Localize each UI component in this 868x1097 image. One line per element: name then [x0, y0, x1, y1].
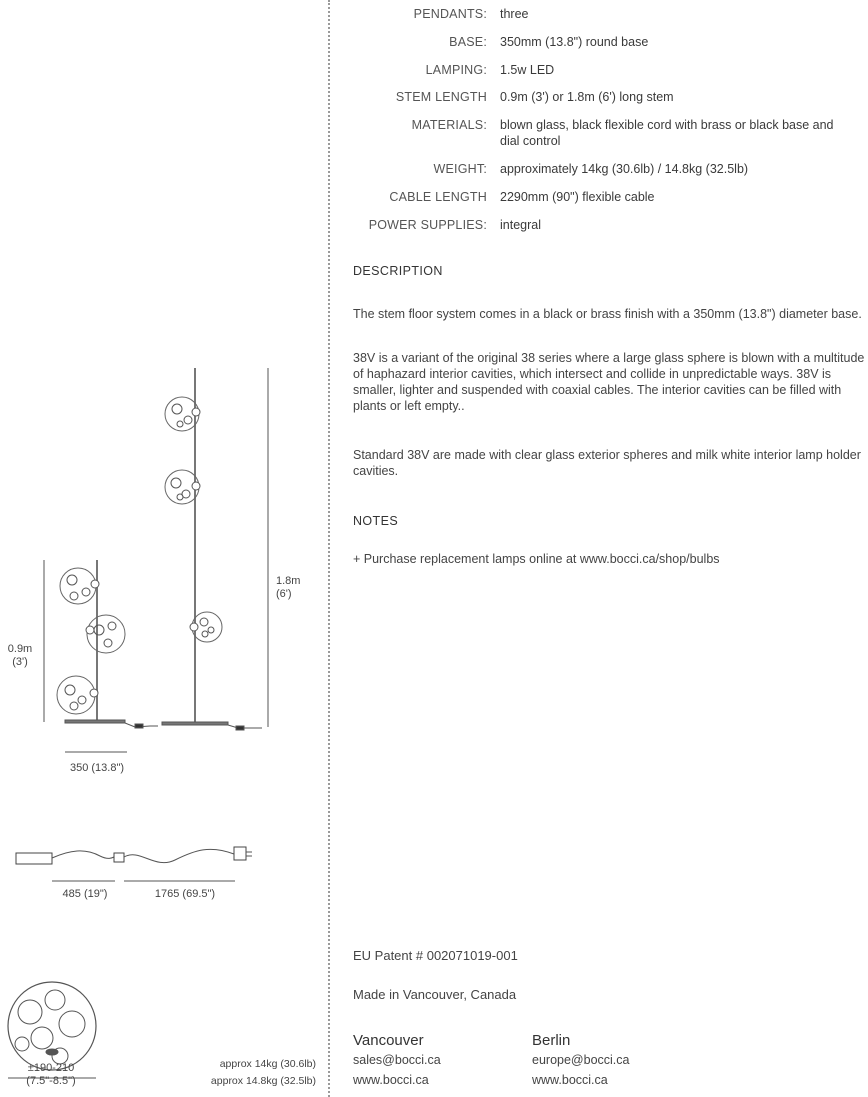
description-paragraph-2: 38V is a variant of the original 38 series where a large glass sphere is blown with a multitude of haphazard interior cavities, which intersect and collide in unpredictable ways. 38V is smaller, lighter and suspended with coaxial cables. The interior cavities can be filled with plants or left empty..: [353, 351, 865, 413]
technical-drawing: [0, 0, 330, 1097]
weight-tall-label: approx 14.8kg (32.5lb): [210, 1075, 316, 1087]
tall-lamp-sphere-top: [165, 397, 200, 431]
spec-value: integral: [500, 218, 541, 232]
spec-value: 1.5w LED: [500, 63, 555, 77]
description-heading: DESCRIPTION: [353, 264, 443, 278]
description-paragraph-1: The stem floor system comes in a black or brass finish with a 350mm (13.8") diameter base.: [353, 307, 862, 321]
short-lamp-sphere-bottom: [57, 676, 98, 714]
tall-lamp-cable: [228, 725, 262, 728]
spec-label: CABLE LENGTH: [389, 190, 487, 204]
tall-height-metric: 1.8m: [276, 575, 301, 587]
spec-label: STEM LENGTH: [395, 90, 487, 104]
tall-lamp-dial: [236, 726, 244, 730]
base-width-label: 350 (13.8"): [69, 762, 125, 774]
tall-height-label: [276, 575, 306, 601]
notes-heading: NOTES: [353, 514, 399, 528]
cable-segment-2-label: 1765 (69.5"): [154, 888, 216, 900]
spec-value: approximately 14kg (30.6lb) / 14.8kg (32.5lb): [500, 162, 749, 176]
spec-label: PENDANTS:: [413, 7, 487, 21]
bulbs-link[interactable]: + Purchase replacement lamps online at www.bocci.ca/shop/bulbs: [353, 552, 720, 566]
office-email-vancouver[interactable]: sales@bocci.ca: [353, 1053, 441, 1067]
office-web-vancouver[interactable]: www.bocci.ca: [353, 1073, 429, 1087]
spec-value: 350mm (13.8") round base: [500, 35, 649, 49]
spec-label: MATERIALS:: [411, 118, 487, 132]
spec-value: 0.9m (3') or 1.8m (6') long stem: [500, 90, 674, 104]
tall-lamp-sphere-middle: [165, 470, 200, 504]
short-lamp-sphere-middle: [86, 615, 125, 653]
office-email-berlin[interactable]: europe@bocci.ca: [532, 1053, 630, 1067]
cable-segment-1-label: 485 (19"): [62, 888, 108, 900]
short-lamp-dial: [135, 724, 143, 728]
short-lamp-sphere-top: [60, 568, 99, 604]
sphere-diameter-metric: ±190-210: [27, 1062, 75, 1074]
spec-label: POWER SUPPLIES:: [368, 218, 487, 232]
patent-text: EU Patent # 002071019-001: [353, 948, 518, 963]
short-height-imperial: (3'): [12, 656, 28, 668]
office-city-berlin: Berlin: [532, 1032, 571, 1049]
short-height-metric: 0.9m: [7, 643, 33, 655]
sphere-diameter-imperial: (7.5"-8.5"): [26, 1075, 76, 1087]
spec-label: LAMPING:: [425, 63, 487, 77]
tall-lamp-base: [162, 722, 228, 725]
cable-diagram: [16, 847, 252, 881]
spec-value: blown glass, black flexible cord with brass or black base and dial control: [500, 118, 834, 148]
spec-value: 2290mm (90") flexible cable: [500, 190, 655, 204]
sphere-diameter-label: [6, 1062, 96, 1088]
tall-height-imperial: (6'): [276, 588, 292, 600]
spec-label: WEIGHT:: [433, 162, 487, 176]
spec-label: BASE:: [449, 35, 487, 49]
description-paragraph-3: Standard 38V are made with clear glass exterior spheres and milk white interior lamp holder cavities.: [353, 448, 861, 478]
weight-short-label: approx 14kg (30.6lb): [219, 1058, 316, 1070]
short-height-label: [2, 643, 38, 669]
short-lamp-base: [65, 720, 125, 723]
made-in-text: Made in Vancouver, Canada: [353, 987, 517, 1002]
office-city-vancouver: Vancouver: [353, 1032, 424, 1049]
office-web-berlin[interactable]: www.bocci.ca: [532, 1073, 608, 1087]
spec-value: three: [500, 7, 529, 21]
